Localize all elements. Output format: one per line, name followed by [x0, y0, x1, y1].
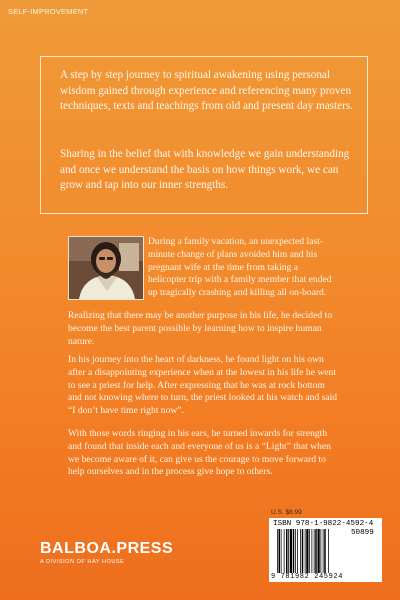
publisher-subtitle: A DIVISION OF HAY HOUSE	[40, 559, 125, 565]
publisher-name-part-2: PRESS	[116, 540, 174, 557]
barcode-bar	[293, 529, 295, 573]
author-bio-paragraph-2: Realizing that there may be another purpose in his life, he decided to become the best parent possible by learning how to inspire human nature.	[68, 310, 333, 347]
barcode-bar	[318, 529, 320, 573]
barcode-bar	[302, 529, 304, 573]
barcode-bar	[295, 529, 296, 573]
author-bio-paragraph-1: During a family vacation, an unexpected last-minute change of plans avoided him and his pregnant wife at the time from taking a helicopter trip with a family member that ended up tragically crashing and killing all on-board.	[148, 236, 332, 299]
barcode-bar	[314, 529, 315, 573]
price-label: U.S. $8.99	[271, 509, 302, 516]
barcode-icon	[277, 529, 347, 573]
barcode-bar	[284, 529, 285, 573]
publisher-name	[40, 540, 173, 558]
author-photo	[68, 236, 144, 300]
barcode-panel	[269, 518, 382, 582]
barcode-bar	[305, 529, 306, 573]
barcode-bar	[328, 529, 329, 573]
barcode-bar	[281, 529, 282, 573]
barcode-bar	[286, 529, 288, 573]
barcode-bar	[277, 529, 278, 573]
barcode-bar	[300, 529, 301, 573]
author-portrait-icon	[69, 237, 143, 299]
barcode-bar	[306, 529, 308, 573]
barcode-bar	[312, 529, 313, 573]
barcode-digits: 9 781982 245924	[271, 573, 344, 581]
publisher-logo	[40, 540, 173, 565]
blurb-paragraph-1: A step by step journey to spiritual awakening using personal wisdom gained through experience and referencing many proven techniques, texts and teachings from old and present day masters.	[60, 69, 353, 113]
barcode-bar	[315, 529, 317, 573]
barcode-bar	[321, 529, 322, 573]
barcode-bar	[309, 529, 310, 573]
blurb-paragraph-2: Sharing in the belief that with knowledge we gain understanding and once we understand the basis on how things work, we can grow and tap into our inner strengths.	[60, 148, 350, 192]
author-bio-paragraph-4: With those words ringing in his ears, he turned inwards for strength and found that inside each and everyone of us is a “Light” that when we become aware of it, can give us the courage to move forward to help ourselves and in the process give hope to others.	[68, 428, 331, 478]
publisher-name-part-1: BALBOA	[40, 540, 112, 557]
barcode-bar	[279, 529, 281, 573]
barcode-bar	[290, 529, 292, 573]
price-code: 50899	[351, 529, 374, 537]
barcode-bar	[288, 529, 289, 573]
publisher-name-dot: .	[111, 540, 117, 557]
isbn-label: ISBN 978-1-9822-4592-4	[273, 520, 374, 528]
barcode-bar	[297, 529, 298, 573]
category-label: SELF-IMPROVEMENT	[8, 7, 89, 16]
author-bio-paragraph-3: In his journey into the heart of darkness, he found light on his own after a disappointing experience when at the lowest in his life he went to see a priest for help. After expressing that he was at rock bottom and not knowing where to turn, the priest looked at his watch and said “I don’t have time right now”.	[68, 354, 338, 417]
barcode-bar	[323, 529, 324, 573]
barcode-bar	[324, 529, 326, 573]
